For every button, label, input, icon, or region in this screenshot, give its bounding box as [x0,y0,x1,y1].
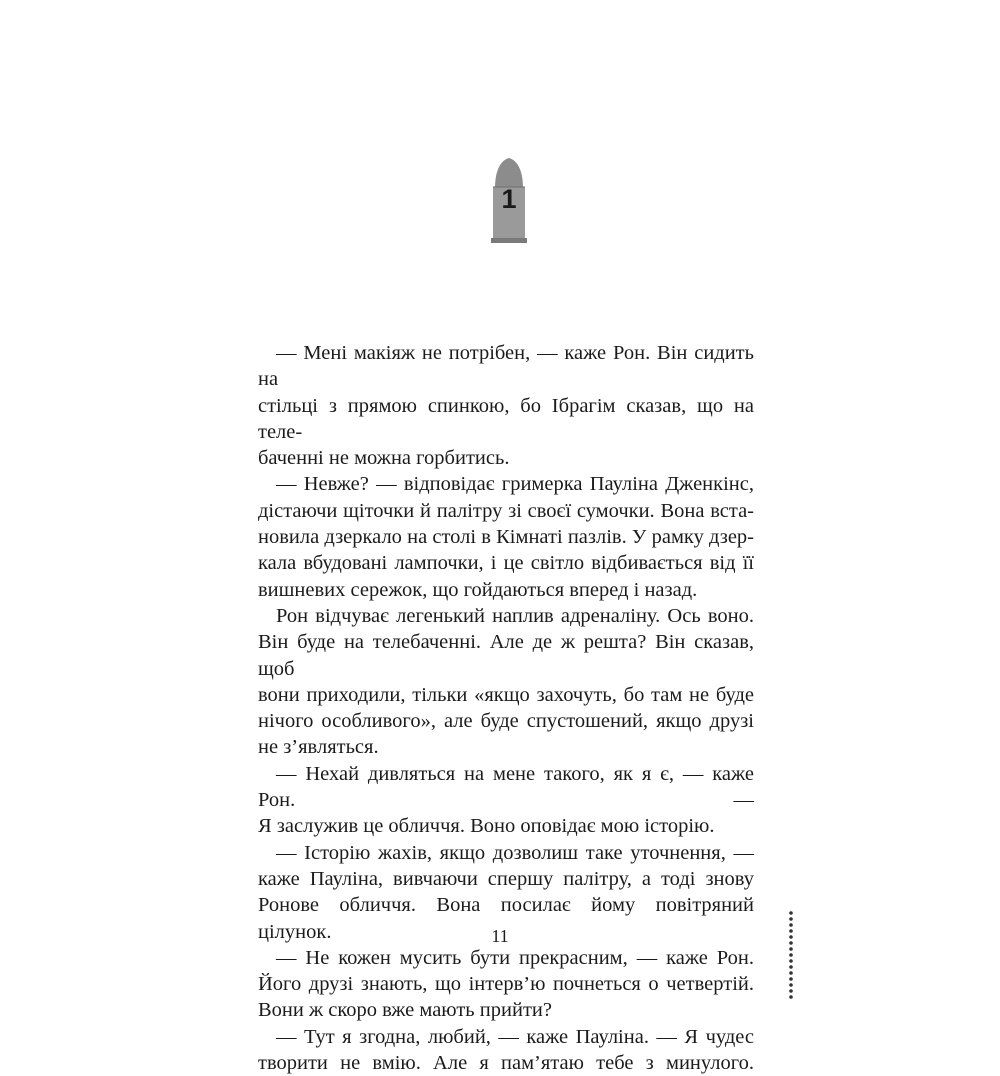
dotted-edge-line-icon [787,910,795,1000]
text-line: — Невже? — відповідає гримерка Пауліна Дженкінс, [276,473,754,496]
text-line: вони приходили, тільки «якщо захочуть, бо там не буде [258,683,754,706]
text-line: Він буде на телебаченні. Але де ж решта? Він сказав, щоб [258,631,754,680]
chapter-number: 1 [501,184,517,214]
text-line: творити не вмію. Але я пам’ятаю тебе з минулого. [258,1052,754,1075]
text-line: вишневих сережок, що гойдаються вперед і назад. [258,578,698,601]
text-line: — Нехай дивляться на мене такого, як я є, — каже Рон. — [258,762,754,812]
chapter-marker [489,156,529,246]
body-text [258,340,754,1076]
text-line: не з’являться. [258,736,379,759]
text-line: нічого особливого», але буде спустошений, якщо друзі [258,710,754,733]
text-line: кала вбудовані лампочки, і це світло відбивається від її [258,552,754,575]
page-number: 11 [491,926,509,946]
text-line: Вони ж скоро вже мають прийти? [258,999,552,1022]
text-line: стільці з прямою спинкою, бо Ібрагім сказав, що на теле- [258,394,754,443]
text-line: баченні не можна горбитись. [258,447,510,470]
text-line: каже Пауліна, вивчаючи спершу палітру, а тоді знову [258,867,754,890]
text-line: Рон відчуває легенький наплив адреналіну. Ось воно. [276,604,754,627]
text-line: Його друзі знають, що інтерв’ю почнеться о четвертій. [258,973,754,996]
text-line: Я заслужив це обличчя. Воно оповідає мою історію. [258,815,715,838]
text-line: — Мені макіяж не потрібен, — каже Рон. Він сидить на [258,342,754,391]
text-line: — Не кожен мусить бути прекрасним, — каже Рон. [276,946,754,969]
text-line: дістаючи щіточки й палітру зі своєї сумочки. Вона вста- [258,499,754,522]
text-line: новила дзеркало на столі в Кімнаті пазлів. У рамку дзер- [258,526,754,549]
text-line: Ронове обличчя. Вона посилає йому повітряний цілунок. [258,894,754,943]
text-line: — Тут я згодна, любий, — каже Пауліна. — Я чудес [276,1025,754,1048]
text-line: — Історію жахів, якщо дозволиш таке уточнення, — [276,841,754,864]
